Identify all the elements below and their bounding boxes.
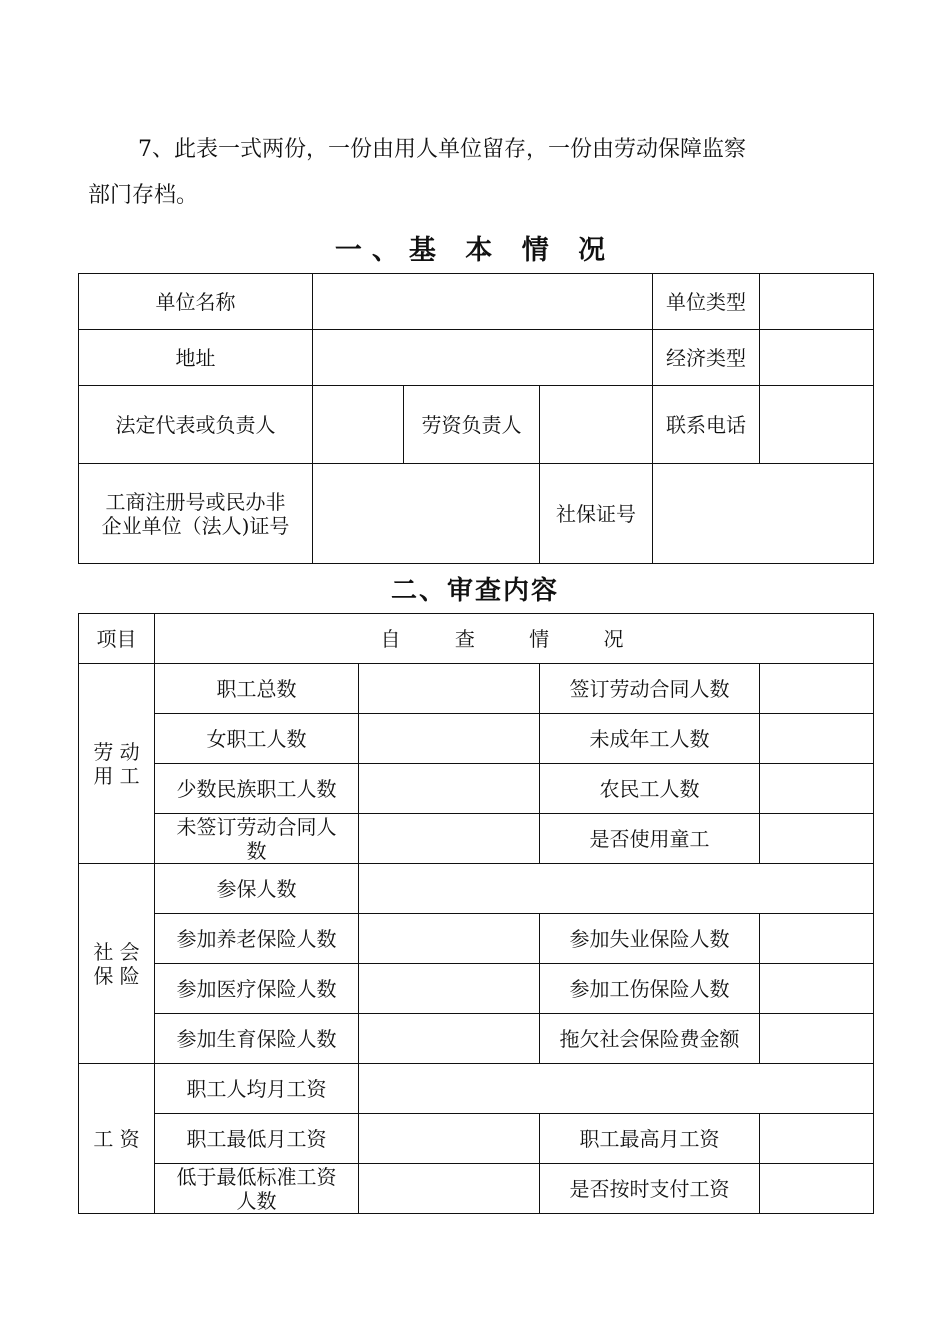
label-insured-count: 参保人数 bbox=[155, 864, 359, 914]
label-labor-head: 劳资负责人 bbox=[404, 386, 540, 464]
label-reg-no-line1: 工商注册号或民办非 bbox=[105, 489, 286, 514]
field-min-wage[interactable] bbox=[359, 1114, 540, 1164]
field-below-min-wage[interactable] bbox=[359, 1164, 540, 1214]
field-work-injury[interactable] bbox=[760, 964, 874, 1014]
label-address: 地址 bbox=[79, 330, 313, 386]
label-below-line2: 人数 bbox=[236, 1188, 277, 1213]
label-economic-type: 经济类型 bbox=[653, 330, 760, 386]
field-avg-wage[interactable] bbox=[359, 1064, 874, 1114]
field-pension[interactable] bbox=[359, 914, 540, 964]
label-wage-on-time: 是否按时支付工资 bbox=[540, 1164, 760, 1214]
label-max-wage: 职工最高月工资 bbox=[540, 1114, 760, 1164]
label-unemployment: 参加失业保险人数 bbox=[540, 914, 760, 964]
field-arrears[interactable] bbox=[760, 1014, 874, 1064]
field-insured-count[interactable] bbox=[359, 864, 874, 914]
label-pension: 参加养老保险人数 bbox=[155, 914, 359, 964]
label-child-labor: 是否使用童工 bbox=[540, 814, 760, 864]
label-signed-contracts: 签订劳动合同人数 bbox=[540, 664, 760, 714]
category-labor-line2: 用 工 bbox=[93, 763, 140, 788]
label-medical: 参加医疗保险人数 bbox=[155, 964, 359, 1014]
label-maternity: 参加生育保险人数 bbox=[155, 1014, 359, 1064]
label-social-no: 社保证号 bbox=[540, 464, 653, 564]
label-below-line1: 低于最低标准工资 bbox=[176, 1164, 337, 1189]
label-phone: 联系电话 bbox=[653, 386, 760, 464]
label-legal-rep: 法定代表或负责人 bbox=[79, 386, 313, 464]
instruction-line-2: 部门存档。 bbox=[88, 183, 199, 208]
field-labor-head[interactable] bbox=[540, 386, 653, 464]
review-table bbox=[78, 613, 874, 1214]
category-labor-line1: 劳 动 bbox=[93, 739, 140, 764]
field-unit-name[interactable] bbox=[313, 274, 653, 330]
label-unsigned-line1: 未签订劳动合同人 bbox=[176, 814, 337, 839]
field-female-staff[interactable] bbox=[359, 714, 540, 764]
label-minor-workers: 未成年工人数 bbox=[540, 714, 760, 764]
label-below-min-wage bbox=[155, 1164, 359, 1214]
header-item: 项目 bbox=[79, 614, 155, 664]
field-economic-type[interactable] bbox=[760, 330, 874, 386]
category-insurance-line1: 社 会 bbox=[93, 939, 140, 964]
instruction-paragraph bbox=[88, 127, 858, 219]
field-legal-rep[interactable] bbox=[313, 386, 404, 464]
header-self-check: 自 查 情 况 bbox=[155, 614, 874, 664]
category-labor bbox=[79, 664, 155, 864]
label-avg-wage: 职工人均月工资 bbox=[155, 1064, 359, 1114]
field-unemployment[interactable] bbox=[760, 914, 874, 964]
field-medical[interactable] bbox=[359, 964, 540, 1014]
basic-info-table bbox=[78, 273, 874, 564]
category-wage: 工 资 bbox=[79, 1064, 155, 1214]
instruction-line-1: 7、此表一式两份，一份由用人单位留存，一份由劳动保障监察 bbox=[138, 137, 746, 162]
label-migrant-workers: 农民工人数 bbox=[540, 764, 760, 814]
field-social-no[interactable] bbox=[653, 464, 874, 564]
field-address[interactable] bbox=[313, 330, 653, 386]
label-unit-type: 单位类型 bbox=[653, 274, 760, 330]
section-title-review: 二、审查内容 bbox=[390, 576, 559, 606]
field-wage-on-time[interactable] bbox=[760, 1164, 874, 1214]
label-min-wage: 职工最低月工资 bbox=[155, 1114, 359, 1164]
field-migrant-workers[interactable] bbox=[760, 764, 874, 814]
label-reg-no bbox=[79, 464, 313, 564]
field-reg-no[interactable] bbox=[313, 464, 540, 564]
category-insurance-line2: 保 险 bbox=[93, 963, 140, 988]
field-unsigned-contracts[interactable] bbox=[359, 814, 540, 864]
category-insurance bbox=[79, 864, 155, 1064]
label-total-staff: 职工总数 bbox=[155, 664, 359, 714]
section-title-basic: 一、基 本 情 况 bbox=[334, 235, 616, 266]
field-unit-type[interactable] bbox=[760, 274, 874, 330]
field-maternity[interactable] bbox=[359, 1014, 540, 1064]
field-max-wage[interactable] bbox=[760, 1114, 874, 1164]
field-phone[interactable] bbox=[760, 386, 874, 464]
label-minority-staff: 少数民族职工人数 bbox=[155, 764, 359, 814]
field-signed-contracts[interactable] bbox=[760, 664, 874, 714]
label-work-injury: 参加工伤保险人数 bbox=[540, 964, 760, 1014]
label-reg-no-line2: 企业单位（法人)证号 bbox=[101, 513, 290, 538]
label-female-staff: 女职工人数 bbox=[155, 714, 359, 764]
label-unsigned-line2: 数 bbox=[246, 838, 267, 863]
field-minority-staff[interactable] bbox=[359, 764, 540, 814]
field-minor-workers[interactable] bbox=[760, 714, 874, 764]
field-total-staff[interactable] bbox=[359, 664, 540, 714]
label-unsigned-contracts bbox=[155, 814, 359, 864]
field-child-labor[interactable] bbox=[760, 814, 874, 864]
label-unit-name: 单位名称 bbox=[79, 274, 313, 330]
label-arrears: 拖欠社会保险费金额 bbox=[540, 1014, 760, 1064]
